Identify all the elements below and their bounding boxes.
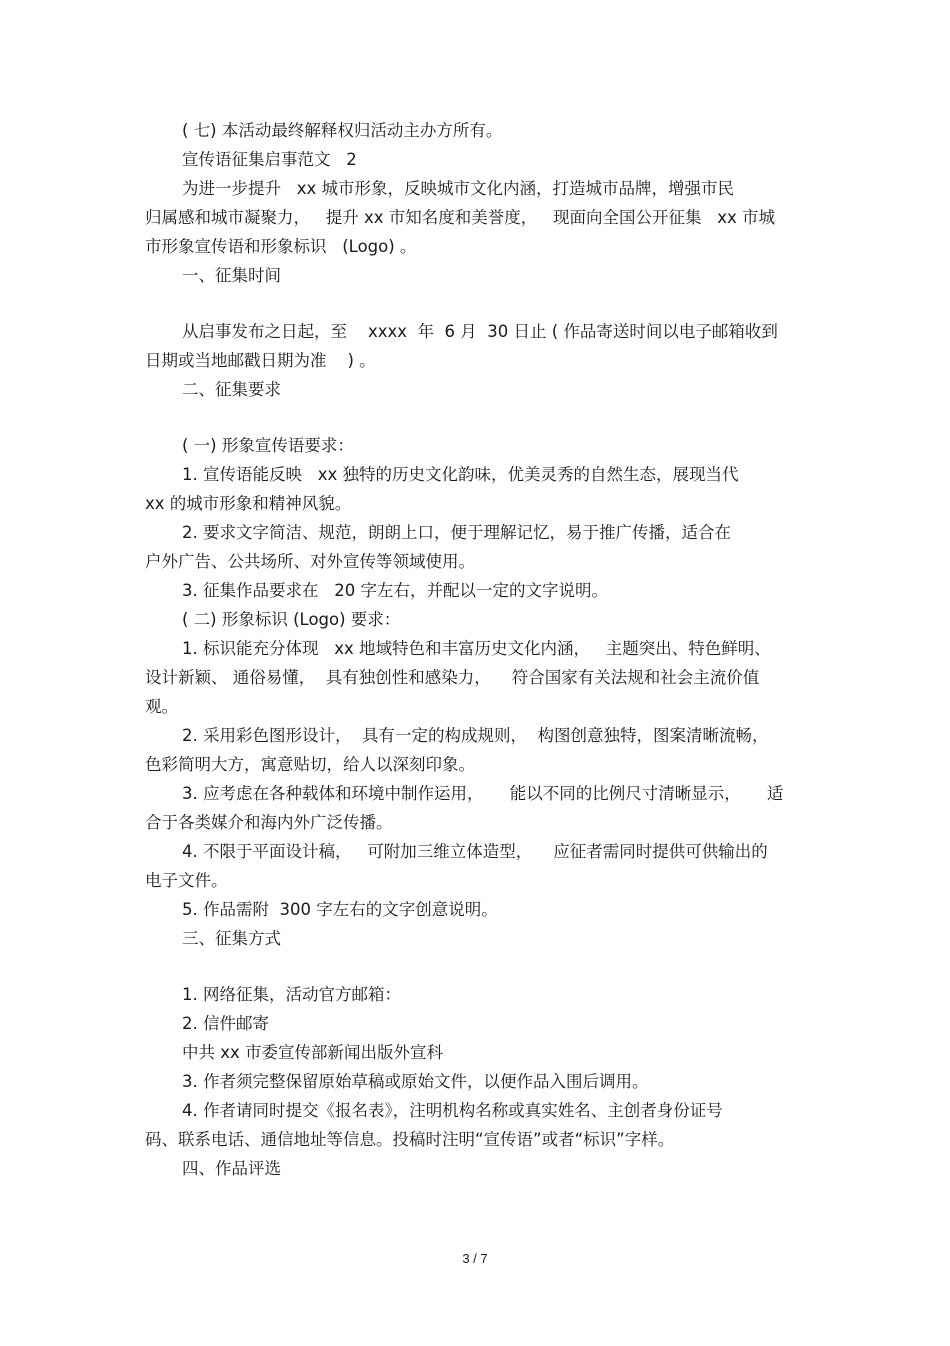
text-line: 电子文件。 (145, 871, 228, 890)
section-heading: 四、作品评选 (182, 1159, 281, 1178)
text-line: 4. 作者请同时提交《报名表》，注明机构名称或真实姓名、主创者身份证号 (182, 1101, 723, 1120)
text-line: 合于各类媒介和海内外广泛传播。 (145, 813, 393, 832)
text-line: 从启事发布之日起，至 xxxx 年 6 月 30 日止 ( 作品寄送时间以电子邮箱收到 (182, 322, 778, 341)
text-line: 1. 标识能充分体现 xx 地域特色和丰富历史文化内涵， 主题突出、特色鲜明、 (182, 639, 771, 658)
text-line: 1. 网络征集，活动官方邮箱： (182, 985, 401, 1004)
section-heading: 三、征集方式 (182, 929, 281, 948)
text-line: ( 七) 本活动最终解释权归活动主办方所有。 (182, 121, 503, 140)
text-line: 1. 宣传语能反映 xx 独特的历史文化韵味，优美灵秀的自然生态，展现当代 (182, 465, 739, 484)
text-line: 为进一步提升 xx 城市形象，反映城市文化内涵，打造城市品牌，增强市民 (182, 179, 735, 198)
text-line: 日期或当地邮戳日期为准 ) 。 (145, 351, 376, 370)
text-line: 归属感和城市凝聚力， 提升 xx 市知名度和美誉度， 现面向全国公开征集 xx 市城 (145, 208, 775, 227)
text-line: 码、联系电话、通信地址等信息。投稿时注明“宣传语”或者“标识”字样。 (145, 1130, 675, 1149)
text-line: 市形象宣传语和形象标识 (Logo) 。 (145, 237, 417, 256)
text-line: 4. 不限于平面设计稿， 可附加三维立体造型， 应征者需同时提供可供输出的 (182, 842, 768, 861)
section-heading: 一、征集时间 (182, 266, 281, 285)
text-line: 户外广告、公共场所、对外宣传等领域使用。 (145, 552, 475, 571)
section-heading: 二、征集要求 (182, 380, 281, 399)
text-line: 3. 应考虑在各种载体和环境中制作运用， 能以不同的比例尺寸清晰显示， 适 (182, 784, 784, 803)
text-line: 色彩简明大方，寓意贴切，给人以深刻印象。 (145, 755, 475, 774)
text-line: 设计新颖、 通俗易懂， 具有独创性和感染力， 符合国家有关法规和社会主流价值 (145, 668, 760, 687)
subsection-heading: ( 二) 形象标识 (Logo) 要求： (182, 610, 401, 629)
text-line: 2. 要求文字简洁、规范，朗朗上口，便于理解记忆，易于推广传播，适合在 (182, 523, 731, 542)
text-line: 3. 作者须完整保留原始草稿或原始文件，以便作品入围后调用。 (182, 1072, 649, 1091)
subsection-heading: ( 一) 形象宣传语要求： (182, 436, 354, 455)
text-line: 2. 采用彩色图形设计， 具有一定的构成规则， 构图创意独特，图案清晰流畅， (182, 726, 769, 745)
text-line: 中共 xx 市委宣传部新闻出版外宣科 (182, 1043, 444, 1062)
text-line: 3. 征集作品要求在 20 字左右，并配以一定的文字说明。 (182, 581, 608, 600)
page-number: 3 / 7 (462, 1251, 488, 1266)
text-line: 2. 信件邮寄 (182, 1014, 269, 1033)
text-line: 宣传语征集启事范文 2 (182, 150, 357, 169)
text-line: 观。 (145, 697, 178, 716)
text-line: 5. 作品需附 300 字左右的文字创意说明。 (182, 900, 498, 919)
text-line: xx 的城市形象和精神风貌。 (145, 494, 352, 513)
